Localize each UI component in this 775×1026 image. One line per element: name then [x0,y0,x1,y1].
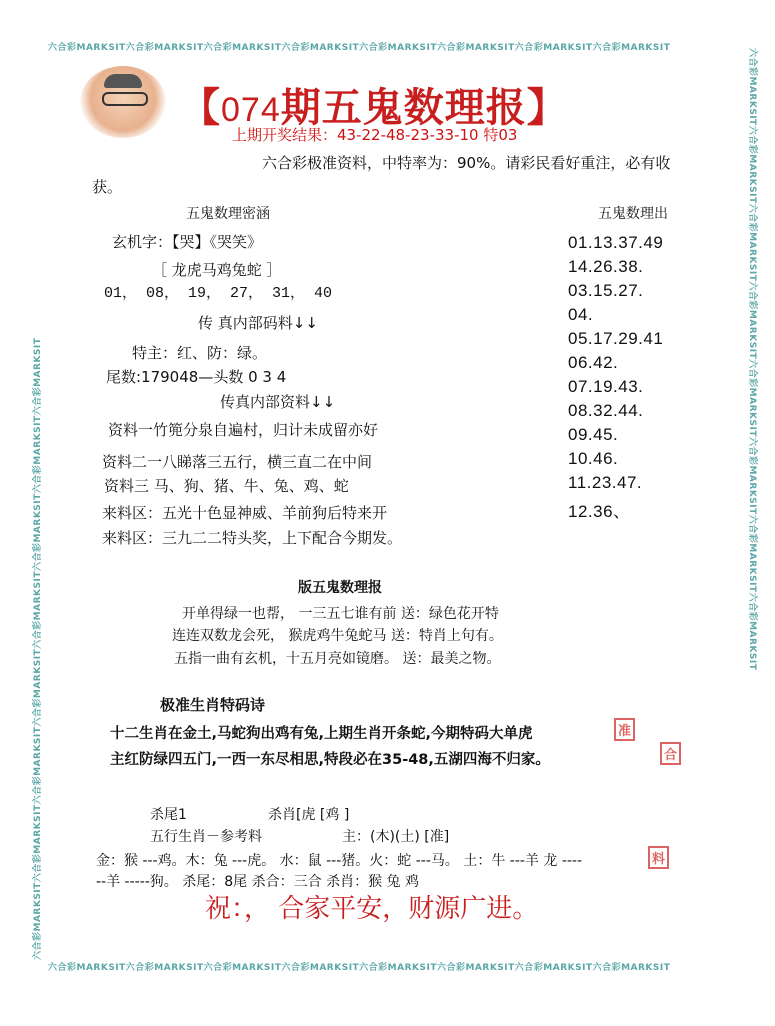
section2-line3: 五指一曲有玄机，十五月亮如镜磨。 送：最美之物。 [174,651,501,667]
kill-tail: 杀尾1 [150,807,187,823]
main-elements: 主：(木)(土) [准] [342,829,450,845]
data-line-2: 资料二一八睇落三五行，横三直二在中间 [102,453,373,471]
right-number-2: 14.26.38. [568,257,644,276]
right-number-1: 01.13.37.49 [568,233,664,252]
elements-line2: --羊 -----狗。 杀尾：8尾 杀合：三合 杀肖：猴 兔 鸡 [96,874,419,890]
elements-line1: 金：猴 ---鸡。木：兔 ---虎。 水：鼠 ---猪。火：蛇 ---马。 土：牛 ---羊 龙 ---- [96,853,583,869]
border-bottom: 六合彩MARKSIT六合彩MARKSIT六合彩MARKSIT六合彩MARKSIT六合彩MARKSIT六合彩MARKSIT六合彩MARKSIT六合彩MARKSIT [48,963,671,973]
right-heading: 五鬼数理出 [598,206,668,222]
number-list: 01， 08， 19， 27， 31， 40 [104,285,333,302]
portrait-image [80,66,166,138]
poem-heading: 极准生肖特码诗 [160,696,266,714]
left-heading: 五鬼数理密涵 [186,206,270,222]
right-number-12: 12.36、 [568,502,631,521]
right-number-11: 11.23.47. [568,473,643,492]
intro-line1: 六合彩极准资料，中特率为：90%。请彩民看好重注，必有收 [262,154,671,172]
xuanji-text: 玄机字：【哭】《哭笑》 [112,233,263,251]
border-left: 六合彩MARKSIT六合彩MARKSIT六合彩MARKSIT六合彩MARKSIT六合彩MARKSIT六合彩MARKSIT六合彩MARKSIT六合彩MARKSIT [33,337,43,960]
right-number-7: 07.19.43. [568,377,644,396]
area-line-1: 来料区：五光十色显神威、羊前狗后特来开 [102,504,388,522]
stamp-seal-3: 料 [648,846,669,869]
data-line-1: 资料一竹篼分泉自遍村，归计未成留亦好 [108,421,379,439]
right-number-3: 03.15.27. [568,281,644,300]
fax-heading-1: 传 真内部码料↓↓ [198,314,318,332]
right-number-9: 09.45. [568,425,619,444]
right-number-4: 04. [568,305,594,324]
data-line-3: 资料三 马、狗、猪、牛、兔、鸡、蛇 [104,477,349,495]
intro-line2: 获。 [92,178,123,196]
right-number-5: 05.17.29.41 [568,329,664,348]
stamp-seal-1: 准 [614,718,635,741]
poem-line1: 十二生肖在金土,马蛇狗出鸡有兔,上期生肖开条蛇,今期特码大单虎 [110,726,533,742]
blessing-text: 祝：， 合家平安，财源广进。 [205,894,539,924]
stamp-seal-2: 合 [660,742,681,765]
right-number-8: 08.32.44. [568,401,644,420]
zodiac-list: ［ 龙虎马鸡兔蛇 ］ [152,261,282,279]
last-result: 上期开奖结果：43-22-48-23-33-10 特03 [232,126,518,144]
section2-line1: 开单得绿一也帮， 一三五七谁有前 送：绿色花开特 [182,606,499,622]
border-top: 六合彩MARKSIT六合彩MARKSIT六合彩MARKSIT六合彩MARKSIT六合彩MARKSIT六合彩MARKSIT六合彩MARKSIT六合彩MARKSIT [48,43,671,53]
tail-numbers: 尾数:179048—头数 0 3 4 [106,368,287,386]
special-color: 特主：红、防：绿。 [132,344,268,362]
page-title: 【074期五鬼数理报】 [180,84,568,131]
area-line-2: 来料区：三九二二特头奖，上下配合今期发。 [102,529,403,547]
right-number-10: 10.46. [568,449,619,468]
poem-line2: 主红防绿四五门,一西一东尽相思,特段必在35-48,五湖四海不归家。 [110,752,550,768]
section2-heading: 版五鬼数理报 [298,580,382,596]
kill-zodiac: 杀肖[虎 [鸡 ] [268,807,350,823]
fax-heading-2: 传真内部资料↓↓ [220,393,336,411]
right-number-6: 06.42. [568,353,619,372]
border-right: 六合彩MARKSIT六合彩MARKSIT六合彩MARKSIT六合彩MARKSIT六合彩MARKSIT六合彩MARKSIT六合彩MARKSIT六合彩MARKSIT [747,48,757,671]
section2-line2: 连连双数龙会死， 猴虎鸡牛兔蛇马 送：特肖上句有。 [172,628,503,644]
wuxing-reference: 五行生肖－参考料 [150,829,262,845]
